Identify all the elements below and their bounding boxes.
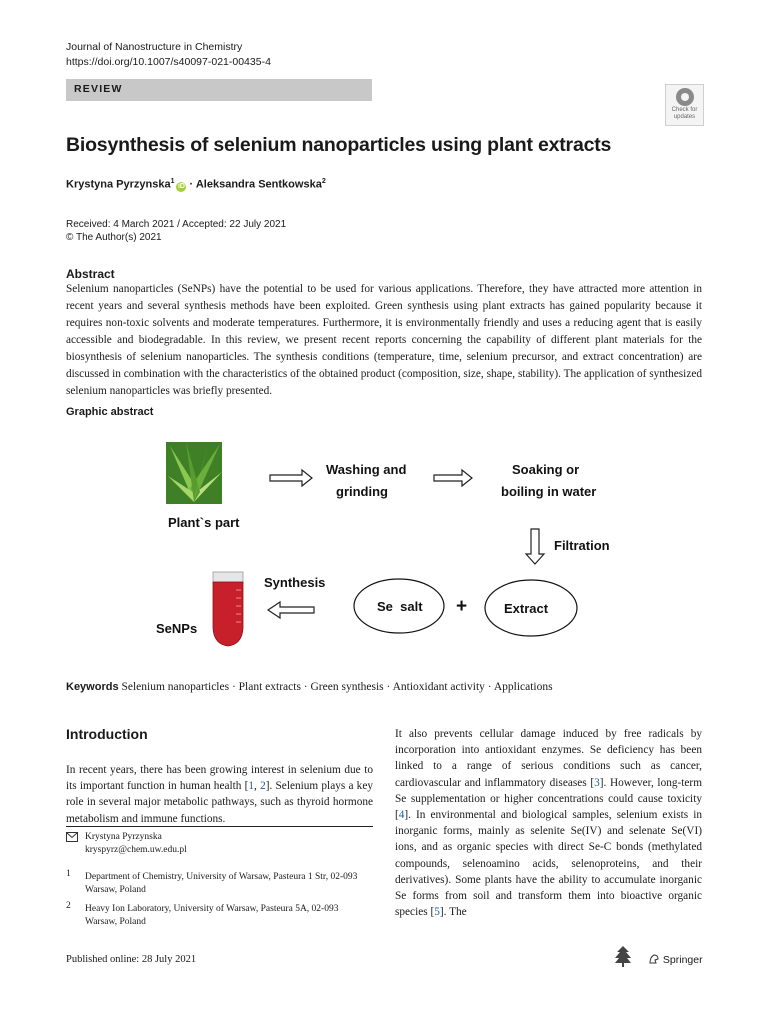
label-washing-1: Washing and (326, 462, 407, 477)
footnote-divider (66, 826, 373, 827)
affiliation-2-number: 2 (66, 901, 71, 911)
senps-tube-icon (213, 572, 243, 646)
springer-horse-icon (648, 953, 660, 965)
label-washing-2: grinding (336, 484, 388, 499)
author-separator: · (189, 178, 194, 191)
journal-name: Journal of Nanostructure in Chemistry (66, 41, 243, 53)
label-senps: SeNPs (156, 621, 198, 636)
article-type-bar (66, 79, 372, 101)
article-dates (66, 218, 286, 244)
keywords-list: Selenium nanoparticles · Plant extracts · Green synthesis · Antioxidant activity · Applications (121, 681, 553, 693)
author-2-affil: 2 (321, 178, 326, 185)
intro-right-column (395, 726, 702, 920)
citation-link[interactable]: 4 (398, 809, 405, 822)
intro-text-1: In recent years, there has been growing interest in selenium due to its important function in human health [ (66, 764, 373, 793)
label-filtration: Filtration (554, 538, 610, 553)
arrow-right-icon (270, 470, 312, 486)
plant-image (166, 442, 222, 504)
citation-link[interactable]: 1 (248, 780, 255, 793)
arrow-down-icon (526, 529, 544, 564)
intro-text-4: ]. However, long-term Se supplementation or higher concentrations could cause toxicity [ (395, 776, 702, 822)
intro-text-2: ]. Selenium plays a key role in several major metabolic pathways, such as thyroid hormone metabolism and immune functions. (66, 780, 373, 825)
publisher-logo[interactable] (648, 953, 703, 966)
graphic-abstract-figure (150, 432, 630, 664)
label-extract: Extract (504, 601, 549, 616)
label-soaking-2: boiling in water (501, 484, 597, 499)
arrow-right-icon (434, 470, 472, 486)
corresponding-author (85, 831, 375, 856)
check-updates-icon (676, 88, 694, 106)
doi-link[interactable]: https://doi.org/10.1007/s40097-021-00435-4 (66, 56, 271, 68)
intro-text-6: ]. The (439, 906, 467, 919)
article-type-label: REVIEW (74, 83, 123, 95)
corresponding-name: Krystyna Pyrzynska (85, 832, 162, 842)
label-plant-part: Plant`s part (168, 515, 240, 530)
author-1-affil: 1 (170, 178, 175, 185)
envelope-icon (66, 832, 78, 842)
author-2[interactable]: Aleksandra Sentkowska (195, 178, 322, 191)
citation-sep: , (254, 780, 261, 793)
intro-left-column (66, 762, 373, 827)
author-list (66, 178, 326, 192)
keywords (66, 681, 553, 693)
introduction-heading: Introduction (66, 726, 148, 742)
label-soaking-1: Soaking or (512, 462, 580, 477)
affiliation-1-number: 1 (66, 869, 71, 879)
affiliation-2: Heavy Ion Laboratory, University of Warsaw, Pasteura 5A, 02-093 Warsaw, Poland (85, 904, 339, 927)
graphic-abstract-heading: Graphic abstract (66, 406, 154, 418)
label-se-salt: Se salt (377, 599, 423, 614)
citation-link[interactable]: 3 (594, 776, 600, 789)
copyright: © The Author(s) 2021 (66, 232, 162, 243)
keywords-label: Keywords (66, 681, 119, 693)
check-for-updates-badge[interactable] (665, 84, 704, 126)
corresponding-email[interactable]: kryspyrz@chem.uw.edu.pl (85, 844, 187, 855)
intro-text-5: ]. In environmental and biological samples, selenium exists in inorganic forms, mainly as selenite Se(IV) and selenate Se(VI) ions, and as organic species with direct Se-C bonds (methylated compounds, selenoamino acids, selenoproteins, and their derivatives). Some plants have the ability to accumulate inorganic Se forms from soil and transform them into bioactive organic species [ (395, 809, 702, 919)
arrow-left-icon (268, 602, 314, 618)
publisher-name: Springer (662, 954, 703, 966)
author-1[interactable]: Krystyna Pyrzynska (66, 178, 171, 191)
label-synthesis: Synthesis (264, 575, 326, 590)
affiliation-1: Department of Chemistry, University of Warsaw, Pasteura 1 Str, 02-093 Warsaw, Poland (85, 872, 358, 895)
page-title: Biosynthesis of selenium nanoparticles using plant extracts (66, 134, 612, 156)
published-date: Published online: 28 July 2021 (66, 954, 197, 965)
springer-tree-icon (614, 944, 632, 968)
journal-header (66, 40, 271, 70)
citation-link[interactable]: 5 (434, 906, 440, 919)
abstract-text: Selenium nanoparticles (SeNPs) have the potential to be used for various applications. Therefore, they have attracted more attention in recent years and several synthesis methods have been exploited. Green synthesis using plant extracts has gained popularity because it requires non-toxic solvents and moderate temperatures. Furthermore, it is environmentally friendly and uses a reducing agent that is easily accessible and biodegradable. In this review, we present recent reports concerning the capability of different plant materials for the biosynthesis of selenium nanoparticles. The synthesis conditions (temperature, time, selenium precursor, and extract concentration) are discussed in combination with the characteristics of the obtained product (composition, size, shape, stability). The application of synthesized selenium nanoparticles was briefly presented. (66, 283, 702, 397)
label-plus: + (456, 596, 468, 617)
intro-text-3: It also prevents cellular damage induced by free radicals by incorporation into antioxidant enzymes. Se deficiency has been linked to a range of serious conditions such as cancer, cardiovascular and inflammatory diseases [ (395, 728, 702, 789)
check-updates-label: Check for updates (671, 107, 698, 120)
received-accepted: Received: 4 March 2021 / Accepted: 22 July 2021 (66, 219, 287, 230)
abstract-heading: Abstract (66, 267, 115, 281)
citation-link[interactable]: 2 (260, 780, 266, 793)
orcid-icon[interactable]: iD (177, 182, 185, 190)
